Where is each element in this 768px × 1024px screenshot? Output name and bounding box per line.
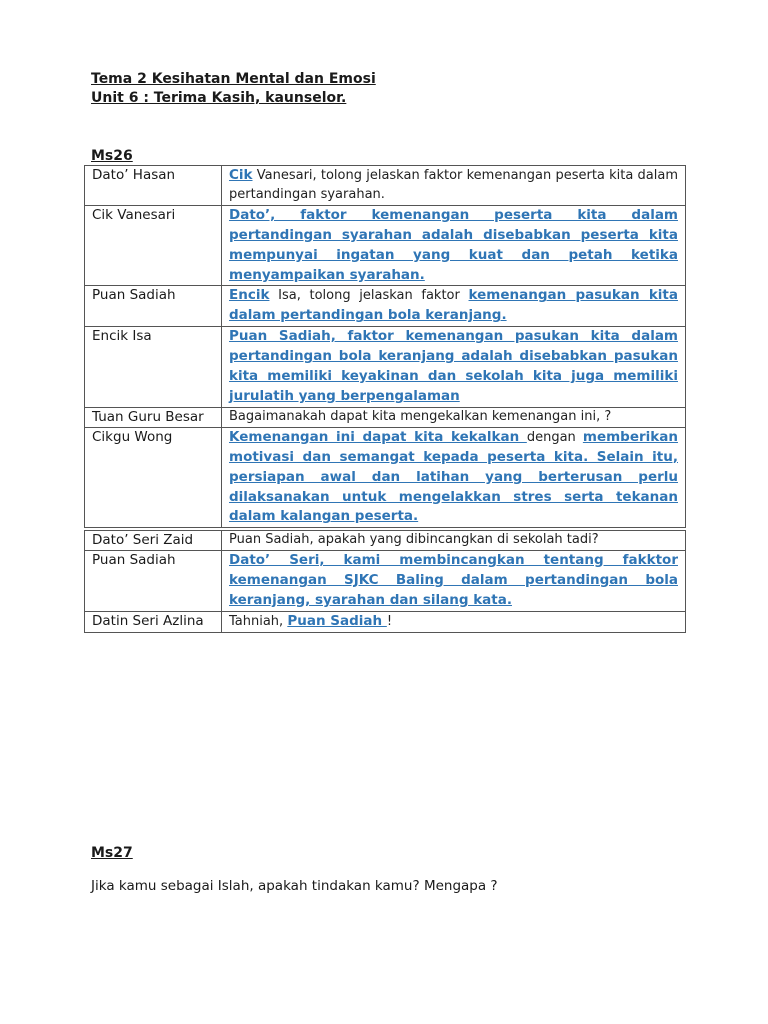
prompt-text: Bagaimanakah dapat kita mengekalkan kemenangan ini, ?: [229, 408, 612, 424]
speaker-name: Dato’ Hasan: [85, 166, 222, 206]
answer-text: Kemenangan ini dapat kita kekalkan: [229, 428, 527, 445]
prompt-text: dengan: [526, 429, 583, 445]
speaker-name: Puan Sadiah: [85, 550, 222, 611]
speaker-name: Encik Isa: [85, 327, 222, 408]
dialogue-row: [85, 407, 686, 427]
dialogue-row: [85, 286, 686, 327]
section-label-ms26: Ms26: [91, 148, 133, 164]
dialogue-row: [85, 327, 686, 408]
speaker-name: Tuan Guru Besar: [85, 407, 222, 427]
question-text: Jika kamu sebagai Islah, apakah tindakan kamu? Mengapa ?: [91, 878, 498, 894]
prompt-text: !: [386, 613, 393, 629]
answer-text: kemenangan pasukan kita dalam pertandingan bola keranjang.: [229, 287, 678, 324]
dialogue-table-second: [84, 530, 686, 633]
answer-text: Puan Sadiah: [287, 612, 387, 629]
speaker-name: Cik Vanesari: [85, 205, 222, 286]
answer-text: Puan Sadiah, faktor kemenangan pasukan kita dalam pertandingan bola keranjang adalah disebabkan pasukan kita memiliki keyakinan dan sekolah kita juga memiliki jurulatih yang berpengalaman: [229, 328, 678, 404]
answer-text: Dato’, faktor kemenangan peserta kita dalam pertandingan syarahan adalah disebabkan peserta kita mempunyai ingatan yang kuat dan petah ketika menyampaikan syarahan.: [229, 206, 678, 283]
prompt-text: Vanesari, tolong jelaskan faktor kemenangan peserta kita dalam pertandingan syarahan.: [229, 168, 678, 202]
dialogue-row: [85, 427, 686, 528]
answer-text: Dato’ Seri, kami membincangkan tentang fakktor kemenangan SJKC Baling dalam pertandingan bola keranjang, syarahan dan silang kata.: [229, 551, 678, 608]
speaker-name: Dato’ Seri Zaid: [85, 531, 222, 551]
dialogue-row: [85, 166, 686, 206]
unit-title: Unit 6 : Terima Kasih, kaunselor.: [91, 90, 347, 106]
dialogue-table-ms26: [84, 165, 686, 528]
dialogue-line: [222, 427, 686, 528]
dialogue-line: [222, 166, 686, 206]
dialogue-line: [222, 327, 686, 408]
answer-text: Encik: [229, 287, 270, 304]
dialogue-line: [222, 205, 686, 286]
dialogue-line: [222, 286, 686, 327]
dialogue-row: [85, 550, 686, 611]
speaker-name: Cikgu Wong: [85, 427, 222, 528]
prompt-text: Puan Sadiah, apakah yang dibincangkan di sekolah tadi?: [229, 532, 599, 547]
prompt-text: Tahniah,: [229, 613, 288, 629]
speaker-name: Puan Sadiah: [85, 286, 222, 327]
prompt-text: Isa, tolong jelaskan faktor: [269, 288, 469, 304]
document-title: Tema 2 Kesihatan Mental dan Emosi: [91, 71, 376, 87]
dialogue-line: [222, 611, 686, 632]
dialogue-row: [85, 205, 686, 286]
answer-text: Cik: [229, 167, 253, 183]
dialogue-row: [85, 611, 686, 632]
section-label-ms27: Ms27: [91, 845, 133, 861]
speaker-name: Datin Seri Azlina: [85, 611, 222, 632]
dialogue-line: [222, 407, 686, 427]
dialogue-row: [85, 531, 686, 551]
dialogue-line: [222, 550, 686, 611]
answer-text: memberikan motivasi dan semangat kepada peserta kita. Selain itu, persiapan awal dan latihan yang berterusan perlu dilaksanakan untuk mengelakkan stres serta tekanan dalam kalangan peserta.: [229, 428, 678, 525]
dialogue-line: [222, 531, 686, 551]
